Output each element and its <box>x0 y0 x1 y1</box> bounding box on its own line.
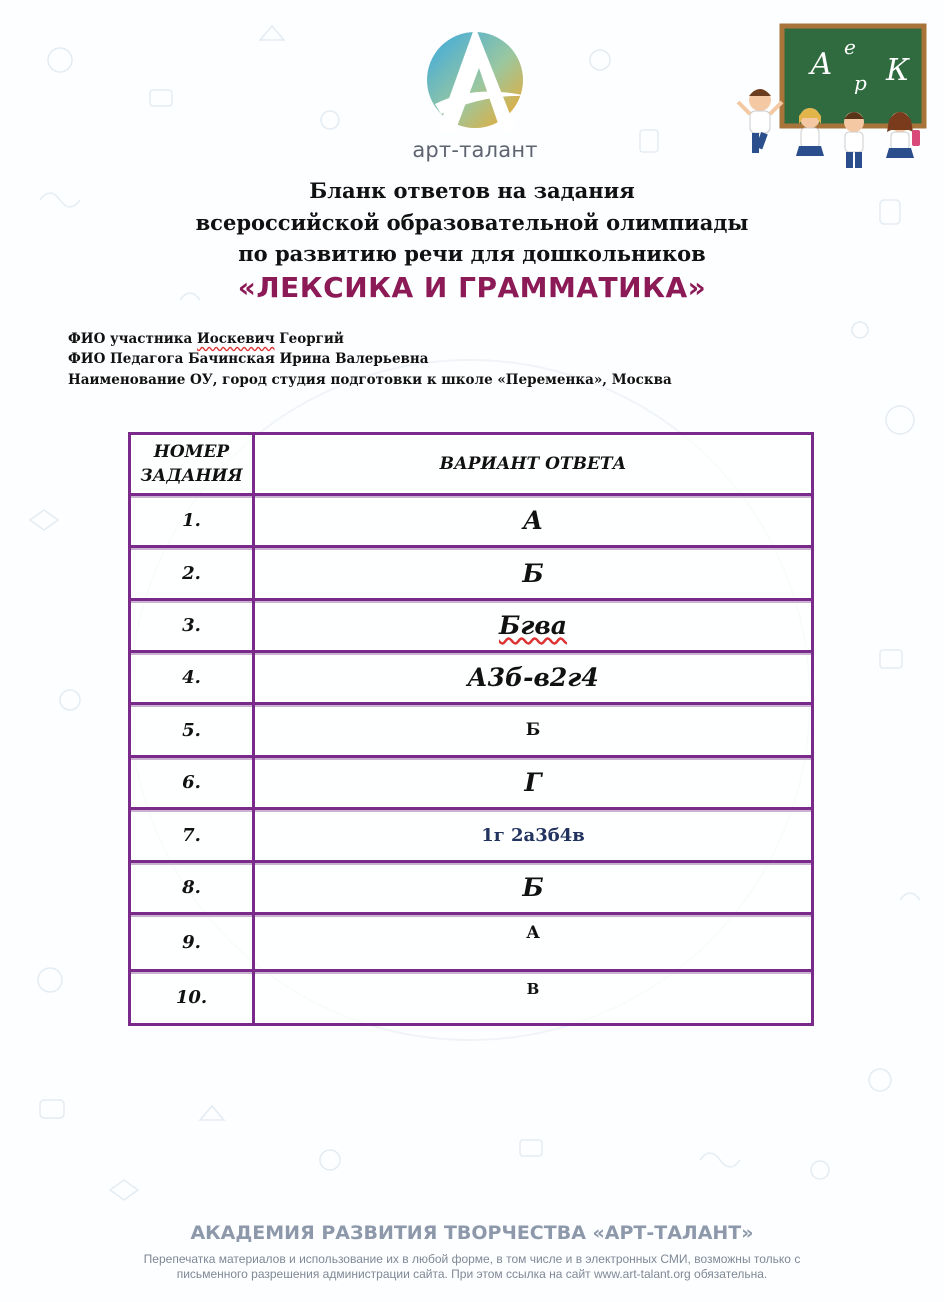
participant-name: Георгий <box>279 331 344 347</box>
kids-chalkboard-illustration <box>730 22 930 172</box>
kid-figure-icon <box>796 108 824 156</box>
table-row <box>131 810 811 863</box>
table-header-row <box>131 435 811 496</box>
header-answer-variant: ВАРИАНТ ОТВЕТА <box>439 454 627 474</box>
chalk-letter-2: е <box>844 35 856 59</box>
task-answer: Г <box>524 768 542 797</box>
table-row <box>131 653 811 705</box>
document-title-line-1: Бланк ответов на задания <box>309 178 635 203</box>
document-title-line-2: всероссийской образовательной олимпиады <box>195 210 749 235</box>
task-number: 3. <box>131 601 255 650</box>
document-title-line-3: по развитию речи для дошкольников <box>238 241 706 266</box>
task-number: 2. <box>131 548 255 598</box>
academy-name: АКАДЕМИЯ РАЗВИТИЯ ТВОРЧЕСТВА «АРТ-ТАЛАНТ» <box>190 1222 754 1244</box>
copyright-notice <box>70 1252 874 1282</box>
task-number: 9. <box>131 915 255 969</box>
participant-label: ФИО участника <box>68 331 193 347</box>
table-row <box>131 496 811 548</box>
task-number: 10. <box>131 972 255 1023</box>
table-row <box>131 915 811 972</box>
header-num-line-1: НОМЕР <box>153 442 230 462</box>
task-answer: 1г 2а3б4в <box>481 824 585 846</box>
table-row <box>131 548 811 601</box>
table-row <box>131 705 811 758</box>
table-row <box>131 758 811 810</box>
kid-figure-icon <box>844 112 864 168</box>
task-answer <box>255 601 811 650</box>
task-answer-text: Бгва <box>498 611 568 640</box>
participant-info <box>68 331 344 347</box>
task-number: 7. <box>131 810 255 860</box>
task-answer: Б <box>522 873 544 902</box>
table-row <box>131 601 811 653</box>
olympiad-name: «ЛЕКСИКА И ГРАММАТИКА» <box>237 271 707 304</box>
kid-figure-icon <box>738 89 782 153</box>
task-answer: Б <box>525 720 541 740</box>
task-answer: В <box>526 980 540 998</box>
task-number: 4. <box>131 653 255 702</box>
task-answer: А <box>522 506 544 535</box>
school-info: Наименование ОУ, город студия подготовки к школе «Переменка», Москва <box>68 372 672 388</box>
copyright-notice-line-1: Перепечатка материалов и использование их в любой форме, в том числе и в электронных СМИ, возможны только с <box>143 1252 801 1266</box>
header-num-line-2: ЗАДАНИЯ <box>140 466 243 486</box>
task-number: 6. <box>131 758 255 807</box>
task-number: 8. <box>131 863 255 912</box>
task-answer: Б <box>522 558 544 588</box>
logo-wordmark: арт-талант <box>412 138 538 162</box>
task-number: 5. <box>131 705 255 755</box>
chalk-letter-4: К <box>886 53 910 88</box>
chalk-letter-3: р <box>854 71 867 95</box>
table-row <box>131 972 811 1023</box>
header-task-number <box>131 435 255 493</box>
task-answer: А <box>526 923 540 943</box>
task-number: 1. <box>131 496 255 545</box>
task-answer: А3б-в2г4 <box>467 663 599 692</box>
participant-surname: Иоскевич <box>196 331 275 347</box>
chalk-letter-1: А <box>810 47 833 82</box>
copyright-notice-line-2: письменного разрешения администрации сайта. При этом ссылка на сайт www.art-talant.org обязательна. <box>176 1267 768 1281</box>
table-row <box>131 863 811 915</box>
answers-table <box>128 432 814 1026</box>
teacher-info: ФИО Педагога Бачинская Ирина Валерьевна <box>68 351 429 367</box>
